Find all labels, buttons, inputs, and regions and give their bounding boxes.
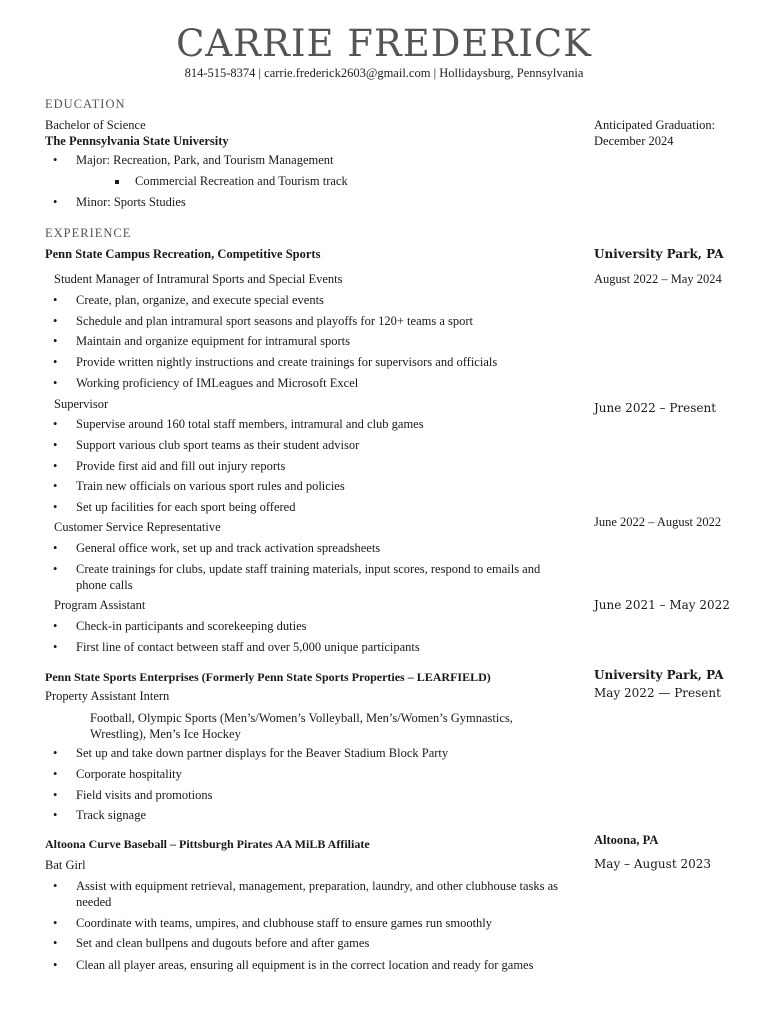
candidate-name: CARRIE FREDERICK bbox=[176, 22, 592, 65]
education-minor: • Minor: Sports Studies bbox=[76, 195, 186, 210]
list-item: • Provide written nightly instructions and create trainings for supervisors and officials bbox=[76, 355, 497, 370]
role-dates: June 2022 – August 2022 bbox=[594, 515, 722, 529]
role-dates: May 2022 — Present bbox=[594, 686, 721, 700]
role-title: Property Assistant Intern bbox=[45, 689, 170, 703]
role-title: Supervisor bbox=[54, 397, 109, 411]
list-item: • Provide first aid and fill out injury reports bbox=[76, 459, 285, 474]
list-item: • Schedule and plan intramural sport seasons and playoffs for 120+ teams a sport bbox=[76, 314, 473, 329]
grad-date: December 2024 bbox=[594, 134, 674, 148]
list-item: • Create trainings for clubs, update staff training materials, input scores, respond to emails and phone calls bbox=[76, 561, 566, 593]
list-item: • Set and clean bullpens and dugouts before and after games bbox=[76, 936, 369, 951]
role-dates: June 2022 – Present bbox=[594, 401, 717, 415]
role-dates: June 2021 – May 2022 bbox=[594, 598, 730, 612]
education-major: • Major: Recreation, Park, and Tourism Management bbox=[76, 153, 334, 168]
job-org: Altoona Curve Baseball – Pittsburgh Pirates AA MiLB Affiliate bbox=[45, 837, 370, 851]
role-title: Customer Service Representative bbox=[54, 520, 221, 534]
job-org: Penn State Sports Enterprises (Formerly Penn State Sports Properties – LEARFIELD) bbox=[45, 670, 491, 684]
education-track: Commercial Recreation and Tourism track bbox=[135, 174, 348, 188]
job-location: Altoona, PA bbox=[594, 833, 659, 847]
list-item: • Field visits and promotions bbox=[76, 788, 212, 803]
list-item: • Assist with equipment retrieval, management, preparation, laundry, and other clubhouse tasks as needed bbox=[76, 878, 566, 910]
role-title: Student Manager of Intramural Sports and Special Events bbox=[54, 272, 343, 286]
job-location: University Park, PA bbox=[594, 668, 724, 682]
role-title: Bat Girl bbox=[45, 858, 86, 872]
school-name: The Pennsylvania State University bbox=[45, 134, 229, 148]
role-dates: August 2022 – May 2024 bbox=[594, 272, 722, 286]
job-location: University Park, PA bbox=[594, 247, 724, 261]
list-item: • Set up facilities for each sport being offered bbox=[76, 500, 295, 515]
list-item: • Supervise around 160 total staff members, intramural and club games bbox=[76, 417, 424, 432]
list-item: • Train new officials on various sport rules and policies bbox=[76, 479, 345, 494]
list-item: • Set up and take down partner displays for the Beaver Stadium Block Party bbox=[76, 746, 448, 761]
list-item: • Maintain and organize equipment for intramural sports bbox=[76, 334, 350, 349]
list-item: • Create, plan, organize, and execute special events bbox=[76, 293, 324, 308]
list-item: • Corporate hospitality bbox=[76, 767, 182, 782]
education-heading: EDUCATION bbox=[45, 97, 126, 111]
list-item: • Check-in participants and scorekeeping duties bbox=[76, 619, 306, 634]
experience-heading: EXPERIENCE bbox=[45, 226, 132, 240]
list-item: • General office work, set up and track activation spreadsheets bbox=[76, 541, 380, 556]
list-item: • Support various club sport teams as their student advisor bbox=[76, 438, 359, 453]
list-item: • Track signage bbox=[76, 808, 146, 823]
degree: Bachelor of Science bbox=[45, 118, 146, 132]
sports-list: Football, Olympic Sports (Men’s/Women’s Volleyball, Men’s/Women’s Gymnastics, Wrestling), Men’s Ice Hockey bbox=[90, 711, 513, 741]
list-item: • Clean all player areas, ensuring all equipment is in the correct location and ready for games bbox=[76, 957, 566, 973]
contact-line: 814-515-8374 | carrie.frederick2603@gmail.com | Hollidaysburg, Pennsylvania bbox=[184, 66, 584, 80]
grad-label: Anticipated Graduation: bbox=[594, 118, 716, 132]
role-dates: May – August 2023 bbox=[594, 857, 711, 871]
list-item: • Coordinate with teams, umpires, and clubhouse staff to ensure games run smoothly bbox=[76, 916, 492, 931]
role-title: Program Assistant bbox=[54, 598, 146, 612]
list-item: • First line of contact between staff and over 5,000 unique participants bbox=[76, 640, 420, 655]
list-item: • Working proficiency of IMLeagues and Microsoft Excel bbox=[76, 376, 358, 391]
job-org: Penn State Campus Recreation, Competitive Sports bbox=[45, 247, 321, 261]
